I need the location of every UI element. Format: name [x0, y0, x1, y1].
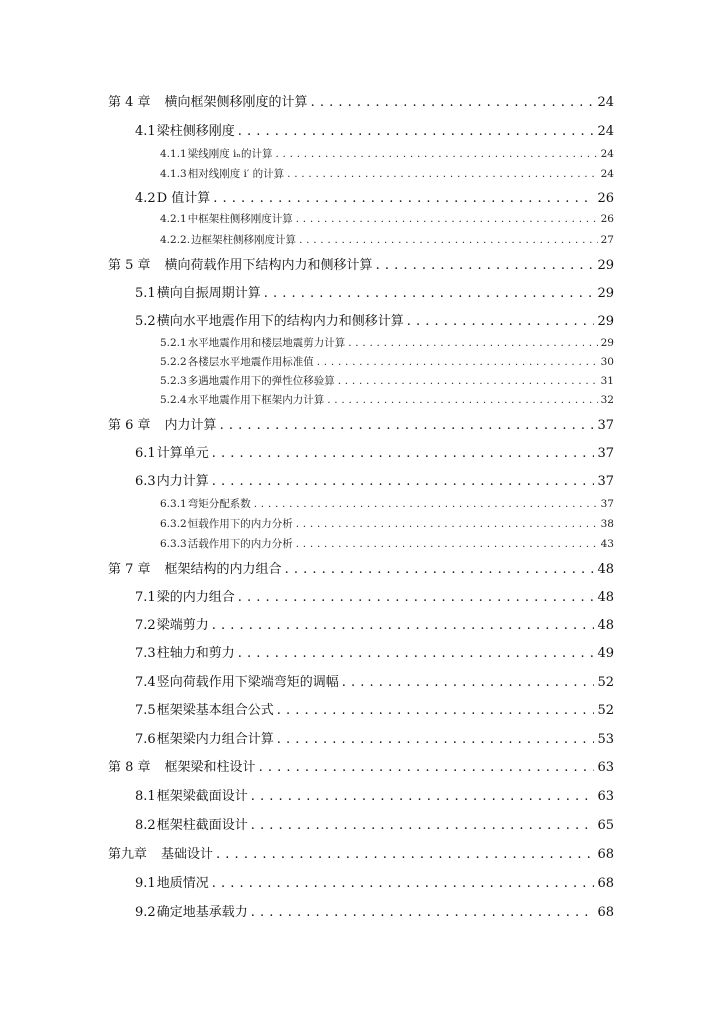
toc-entry-page: 48: [597, 590, 614, 605]
toc-entry[interactable]: [108, 166, 614, 181]
toc-entry-page: 68: [597, 905, 614, 920]
toc-entry-page: 26: [597, 191, 614, 206]
dot-leader: [259, 760, 595, 775]
toc-entry[interactable]: [108, 211, 614, 226]
toc-entry-title: 边框架柱侧移刚度计算: [191, 234, 297, 246]
toc-entry-title: 柱轴力和剪力: [156, 646, 235, 661]
dot-leader: [212, 474, 595, 489]
toc-entry[interactable]: [108, 699, 614, 718]
toc-entry-number: 第 6 章: [108, 418, 151, 433]
toc-entry-number: 5.1: [135, 286, 156, 301]
dot-leader: [327, 394, 597, 406]
toc-entry-page: 37: [597, 418, 614, 433]
dot-leader: [238, 646, 595, 661]
toc-entry-page: 29: [600, 337, 614, 349]
dot-leader: [212, 876, 595, 891]
toc-entry-page: 27: [600, 234, 614, 246]
toc-entry[interactable]: [108, 785, 614, 804]
toc-entry-number: 第 4 章: [108, 95, 151, 110]
toc-entry-page: 30: [600, 356, 614, 368]
toc-entry[interactable]: [108, 146, 614, 161]
toc-entry-title: D 值计算: [156, 191, 211, 206]
toc-entry-title: 框架柱截面设计: [156, 818, 248, 833]
toc-entry-number: 8.1: [135, 789, 156, 804]
toc-entry-number: 6.1: [135, 446, 156, 461]
toc-entry-page: 24: [600, 148, 614, 160]
toc-entry[interactable]: [108, 642, 614, 661]
toc-entry[interactable]: [108, 187, 614, 206]
toc-entry-page: 31: [600, 375, 614, 387]
toc-entry-page: 49: [597, 646, 614, 661]
toc-entry-number: 7.1: [135, 590, 156, 605]
toc-entry-title: 弯矩分配系数: [187, 498, 251, 510]
toc-entry-page: 48: [597, 562, 614, 577]
toc-entry-page: 52: [597, 703, 614, 718]
toc-entry-title: 基础设计: [161, 847, 214, 862]
dot-leader: [264, 286, 595, 301]
toc-entry-title: 框架结构的内力组合: [164, 562, 282, 577]
toc-entry-page: 37: [597, 474, 614, 489]
toc-entry-number: 4.1.1: [160, 148, 187, 160]
dot-leader: [220, 418, 595, 433]
toc-entry[interactable]: [108, 335, 614, 350]
toc-entry-number: 4.1.3: [160, 168, 187, 180]
toc-entry-title: 确定地基承载力: [156, 905, 248, 920]
toc-entry-number: 5.2.1: [160, 337, 187, 349]
toc-entry-title: 内力计算: [164, 418, 217, 433]
toc-entry-title: 活载作用下的内力分析: [187, 538, 293, 550]
toc-entry-number: 8.2: [135, 818, 156, 833]
toc-entry[interactable]: [108, 254, 614, 273]
dot-leader: [251, 905, 595, 920]
toc-entry-title: 计算单元: [156, 446, 209, 461]
toc-entry[interactable]: [108, 91, 614, 110]
toc-entry-number: 5.2.4: [160, 394, 187, 406]
dot-leader: [348, 337, 597, 349]
dot-leader: [238, 124, 595, 139]
dot-leader: [213, 191, 594, 206]
toc-entry-page: 37: [597, 446, 614, 461]
toc-entry-page: 48: [597, 618, 614, 633]
toc-entry-number: 4.2: [135, 191, 156, 206]
toc-entry[interactable]: [108, 614, 614, 633]
toc-entry[interactable]: [108, 120, 614, 139]
toc-entry-title: 框架梁基本组合公式: [156, 703, 274, 718]
toc-entry-number: 6.3.3: [160, 538, 187, 550]
toc-entry-page: 29: [597, 286, 614, 301]
toc-entry-title: 内力计算: [156, 474, 209, 489]
toc-entry-number: 5.2: [135, 314, 156, 329]
toc-entry-number: 4.2.2.: [160, 234, 191, 246]
toc-entry-number: 9.1: [135, 876, 156, 891]
toc-entry-page: 68: [597, 876, 614, 891]
toc-entry-title: 各楼层水平地震作用标准值: [187, 356, 314, 368]
dot-leader: [342, 675, 595, 690]
dot-leader: [338, 375, 598, 387]
toc-entry-page: 52: [597, 675, 614, 690]
dot-leader: [212, 446, 595, 461]
toc-entry[interactable]: [108, 671, 614, 690]
toc-entry-title: 多遇地震作用下的弹性位移验算: [187, 375, 335, 387]
dot-leader: [251, 818, 595, 833]
toc-entry[interactable]: [108, 442, 614, 461]
toc-entry[interactable]: [108, 470, 614, 489]
toc-entry-number: 6.3: [135, 474, 156, 489]
toc-entry-page: 63: [597, 760, 614, 775]
toc-entry[interactable]: [108, 392, 614, 407]
toc-entry[interactable]: [108, 901, 614, 920]
toc-entry-page: 53: [597, 732, 614, 747]
toc-entry[interactable]: [108, 354, 614, 369]
toc-entry-page: 24: [597, 124, 614, 139]
toc-entry-number: 6.3.2: [160, 518, 187, 530]
toc-entry-title: 框架梁和柱设计: [164, 760, 256, 775]
toc-entry-number: 第 8 章: [108, 760, 151, 775]
toc-entry[interactable]: [108, 310, 614, 329]
toc-entry-title: 竖向荷载作用下梁端弯矩的调幅: [156, 675, 339, 690]
toc-entry-title: 横向水平地震作用下的结构内力和侧移计算: [156, 314, 404, 329]
toc-entry-page: 63: [597, 789, 614, 804]
toc-entry-number: 4.2.1: [160, 213, 187, 225]
toc-entry-page: 65: [597, 818, 614, 833]
toc-entry-title: 梁的内力组合: [156, 590, 235, 605]
toc-entry-title: 水平地震作用和楼层地震剪力计算: [187, 337, 346, 349]
toc-entry-page: 29: [597, 258, 614, 273]
toc-entry-number: 6.3.1: [160, 498, 187, 510]
toc-entry-title: 水平地震作用下框架内力计算: [187, 394, 325, 406]
dot-leader: [296, 213, 598, 225]
toc-entry-title: 梁端剪力: [156, 618, 209, 633]
toc-entry-title: 相对线刚度 i′ 的计算: [187, 168, 285, 180]
dot-leader: [299, 234, 598, 246]
toc-entry-page: 24: [600, 168, 614, 180]
dot-leader: [285, 562, 595, 577]
toc-entry-title: 梁线刚度 iₙ的计算: [187, 148, 273, 160]
toc-entry-title: 梁柱侧移刚度: [156, 124, 235, 139]
toc-entry-page: 38: [600, 518, 614, 530]
toc-entry-number: 9.2: [135, 905, 156, 920]
dot-leader: [311, 95, 595, 110]
toc-entry-number: 7.3: [135, 646, 156, 661]
toc-entry-page: 29: [597, 314, 614, 329]
toc-entry[interactable]: [108, 872, 614, 891]
toc-entry[interactable]: [108, 586, 614, 605]
dot-leader: [275, 148, 597, 160]
toc-entry-page: 26: [600, 213, 614, 225]
toc-entry-number: 第 7 章: [108, 562, 151, 577]
toc-entry-number: 7.5: [135, 703, 156, 718]
dot-leader: [407, 314, 595, 329]
toc-entry-number: 7.6: [135, 732, 156, 747]
dot-leader: [277, 703, 595, 718]
toc-entry[interactable]: [108, 558, 614, 577]
toc-entry[interactable]: [108, 414, 614, 433]
toc-entry-number: 4.1: [135, 124, 156, 139]
toc-entry-number: 第九章: [108, 847, 148, 862]
toc-entry-number: 7.2: [135, 618, 156, 633]
toc-entry-page: 24: [597, 95, 614, 110]
toc-entry[interactable]: [108, 756, 614, 775]
toc-entry-number: 5.2.3: [160, 375, 187, 387]
toc-entry-page: 43: [600, 538, 614, 550]
toc-entry-number: 7.4: [135, 675, 156, 690]
toc-entry[interactable]: [108, 496, 614, 511]
dot-leader: [238, 590, 595, 605]
dot-leader: [317, 356, 598, 368]
toc-entry[interactable]: [108, 843, 614, 862]
toc-entry[interactable]: [108, 536, 614, 551]
toc-entry-page: 32: [600, 394, 614, 406]
toc-entry[interactable]: [108, 728, 614, 747]
toc-entry[interactable]: [108, 516, 614, 531]
dot-leader: [216, 847, 594, 862]
toc-entry[interactable]: [108, 282, 614, 301]
toc-entry-title: 框架梁内力组合计算: [156, 732, 274, 747]
dot-leader: [277, 732, 595, 747]
dot-leader: [254, 498, 598, 510]
toc-entry-page: 68: [597, 847, 614, 862]
dot-leader: [212, 618, 595, 633]
toc-entry[interactable]: [108, 232, 614, 247]
toc-entry-page: 37: [600, 498, 614, 510]
dot-leader: [296, 518, 598, 530]
toc-entry-number: 5.2.2: [160, 356, 187, 368]
dot-leader: [296, 538, 598, 550]
toc-entry-number: 第 5 章: [108, 258, 151, 273]
toc-entry-title: 框架梁截面设计: [156, 789, 248, 804]
dot-leader: [376, 258, 595, 273]
toc-entry-title: 横向自振周期计算: [156, 286, 261, 301]
toc-entry-title: 横向荷载作用下结构内力和侧移计算: [164, 258, 373, 273]
dot-leader: [251, 789, 595, 804]
toc-entry-title: 中框架柱侧移刚度计算: [187, 213, 293, 225]
toc-entry[interactable]: [108, 814, 614, 833]
toc-entry-title: 横向框架侧移刚度的计算: [164, 95, 308, 110]
dot-leader: [287, 168, 597, 180]
toc-entry-title: 恒载作用下的内力分析: [187, 518, 293, 530]
toc-entry-title: 地质情况: [156, 876, 209, 891]
toc-entry[interactable]: [108, 373, 614, 388]
